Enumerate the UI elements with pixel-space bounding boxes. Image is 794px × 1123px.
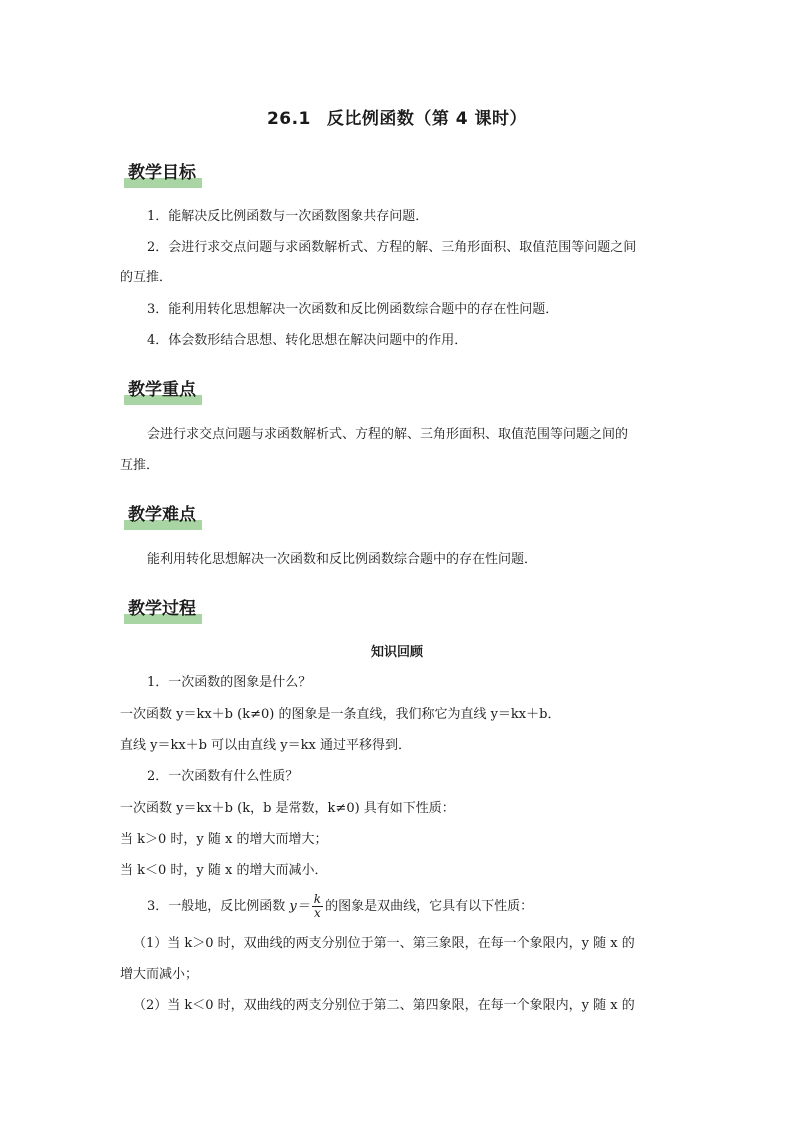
heading-goals: 教学目标 [124, 162, 202, 188]
goal-item-2-cont: 的互推． [120, 270, 173, 285]
difficulty-line-1: 能利用转化思想解决一次函数和反比例函数综合题中的存在性问题． [147, 552, 538, 567]
process-line-5: 一次函数 y＝kx＋b (k，b 是常数，k≠0) 具有如下性质： [120, 801, 455, 816]
heading-difficulties: 教学难点 [124, 504, 202, 530]
process-line-1: 1．一次函数的图象是什么？ [147, 675, 312, 690]
fraction-denominator: x [314, 906, 321, 920]
heading-key-points: 教学重点 [124, 379, 202, 405]
process-line-3: 直线 y＝kx＋b 可以由直线 y＝kx 通过平移得到． [120, 738, 411, 753]
process-line-9: （1）当 k＞0 时，双曲线的两支分别位于第一、第三象限，在每一个象限内，y 随 x 的 [133, 936, 635, 951]
process-line-11: （2）当 k＜0 时，双曲线的两支分别位于第二、第四象限，在每一个象限内，y 随 x 的 [133, 998, 635, 1013]
fraction-k-over-x [312, 893, 323, 920]
goal-item-1: 1．能解决反比例函数与一次函数图象共存问题． [147, 209, 429, 224]
title-number: 26.1 [266, 109, 311, 129]
goal-item-3: 3．能利用转化思想解决一次函数和反比例函数综合题中的存在性问题． [147, 302, 559, 317]
title-text: 反比例函数（第 4 课时） [326, 109, 528, 129]
page-title [0, 104, 794, 129]
process-line-8-lead: 3．一般地，反比例函数 [147, 899, 286, 914]
key-point-line-2: 互推． [120, 458, 160, 473]
key-point-line-1: 会进行求交点问题与求函数解析式、方程的解、三角形面积、取值范围等问题之间的 [147, 427, 629, 442]
process-line-2: 一次函数 y＝kx＋b (k≠0) 的图象是一条直线，我们称它为直线 y＝kx＋b． [120, 707, 561, 722]
goal-item-4: 4．体会数形结合思想、转化思想在解决问题中的作用． [147, 333, 468, 348]
process-line-8 [147, 890, 533, 924]
fraction-lhs: y＝ [289, 899, 310, 914]
goal-item-2: 2．会进行求交点问题与求函数解析式、方程的解、三角形面积、取值范围等问题之间 [147, 240, 637, 255]
process-line-10: 增大而减小； [120, 967, 199, 982]
process-line-4: 2．一次函数有什么性质？ [147, 769, 299, 784]
fraction-numerator: k [313, 892, 322, 906]
process-line-8-tail: 的图象是双曲线，它具有以下性质： [325, 899, 534, 914]
subheading-review: 知识回顾 [370, 645, 423, 660]
process-line-7: 当 k＜0 时，y 随 x 的增大而减小． [120, 863, 328, 878]
heading-process: 教学过程 [124, 598, 202, 624]
process-line-6: 当 k＞0 时，y 随 x 的增大而增大； [120, 832, 328, 847]
